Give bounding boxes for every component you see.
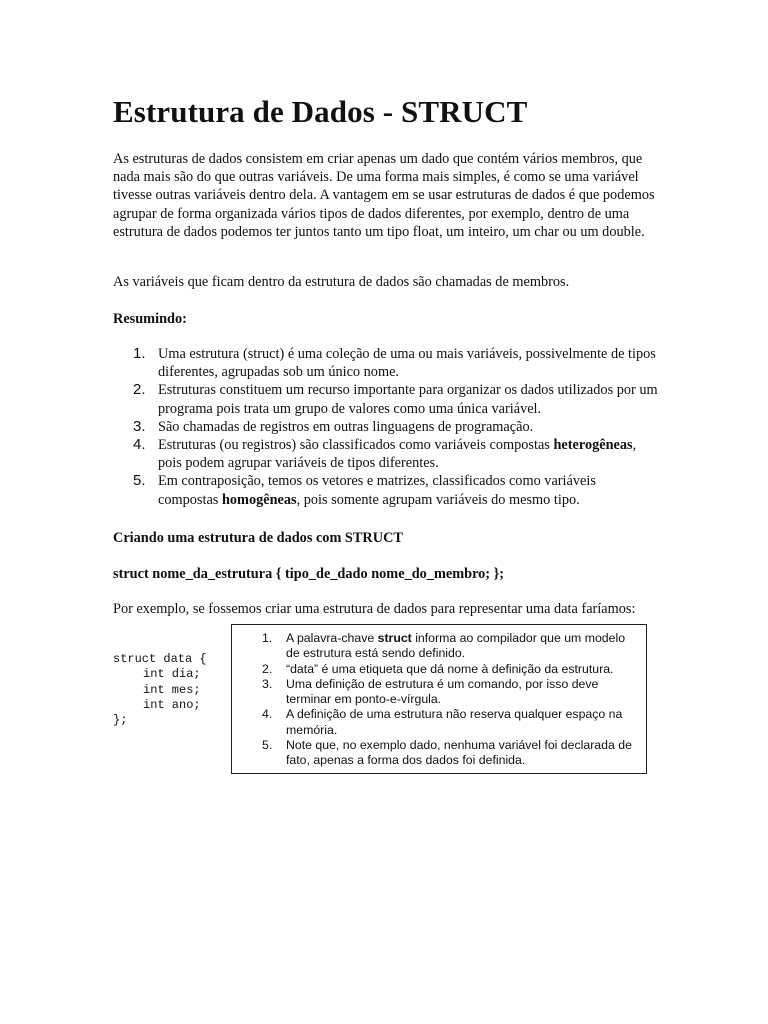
notes-list (240, 631, 638, 769)
note-text: Uma definição de estrutura é um comando, por isso deve terminar em ponto-e-vírgula. (286, 676, 599, 707)
note-text: “data” é uma etiqueta que dá nome à definição da estrutura. (286, 661, 614, 676)
syntax-line: struct nome_da_estrutura { tipo_de_dado nome_do_membro; }; (113, 566, 505, 582)
code-line: }; (113, 713, 128, 728)
list-item-text: Estruturas constituem um recurso importante para organizar os dados utilizados por um programa pois trata um grupo de valores como uma única variável. (158, 382, 658, 417)
summary-list (113, 345, 658, 509)
code-block (113, 652, 207, 728)
list-item (113, 436, 658, 472)
note-item (240, 662, 638, 677)
note-item (240, 677, 638, 708)
note-text: Note que, no exemplo dado, nenhuma variável foi declarada de fato, apenas a forma dos dados foi definida. (286, 738, 632, 768)
note-number: 2. (262, 661, 273, 676)
list-item-text: Em contraposição, temos os vetores e matrizes, classificados como variáveis compostas (158, 473, 596, 508)
note-emphasis: struct (377, 631, 412, 645)
members-paragraph: As variáveis que ficam dentro da estrutura de dados são chamadas de membros. (113, 274, 570, 290)
list-item-text: , pois somente agrupam variáveis do mesmo tipo. (296, 491, 580, 508)
list-item-emphasis: heterogêneas (553, 437, 633, 454)
note-text: informa ao compilador que um modelo de estrutura está sendo definido. (286, 631, 626, 661)
note-number: 5. (262, 738, 273, 753)
code-line: struct data { (113, 652, 207, 666)
list-item-text: , pois podem agrupar variáveis de tipos diferentes. (158, 437, 637, 472)
list-item-number: 2. (133, 381, 146, 399)
note-number: 1. (262, 631, 273, 645)
list-item-number: 1. (133, 345, 146, 362)
code-line: int dia; (143, 667, 201, 682)
summary-heading: Resumindo: (113, 311, 187, 327)
note-item (240, 707, 638, 738)
list-item (113, 381, 658, 417)
notes-box (231, 624, 647, 774)
list-item-text: São chamadas de registros em outras linguagens de programação. (158, 418, 534, 435)
note-text: A palavra-chave (286, 631, 378, 645)
note-item (240, 631, 638, 662)
list-item-number: 3. (133, 417, 146, 435)
code-line: int ano; (143, 697, 201, 712)
example-intro: Por exemplo, se fossemos criar uma estrutura de dados para representar uma data faríamos: (113, 601, 636, 617)
list-item (113, 472, 658, 508)
list-item (113, 418, 658, 436)
list-item-emphasis: homogêneas (221, 491, 297, 508)
note-text: A definição de uma estrutura não reserva qualquer espaço na memória. (286, 707, 623, 737)
list-item-text: Uma estrutura (struct) é uma coleção de uma ou mais variáveis, possivelmente de tipos diferentes, agrupadas sob um único nome. (158, 346, 656, 381)
page-title: Estrutura de Dados - STRUCT (113, 94, 528, 129)
list-item-number: 4. (133, 436, 146, 454)
create-heading: Criando uma estrutura de dados com STRUCT (113, 530, 403, 546)
list-item-number: 5. (133, 472, 146, 490)
list-item-text: Estruturas (ou registros) são classificados como variáveis compostas (158, 437, 554, 454)
intro-paragraph: As estruturas de dados consistem em criar apenas um dado que contém vários membros, que nada mais são do que outras variáveis. De uma forma mais simples, é como se uma variável tivesse outras variáveis dentro dela. A vantagem em se usar estruturas de dados é que podemos agrupar de forma organizada vários tipos de dados diferentes, por exemplo, dentro de uma estrutura de dados podemos ter juntos tanto um tipo float, um inteiro, um char ou um double. (113, 151, 655, 240)
list-item (113, 345, 658, 381)
code-line: int mes; (143, 682, 201, 697)
note-item (240, 738, 638, 769)
note-number: 3. (262, 676, 273, 691)
note-number: 4. (262, 707, 273, 722)
